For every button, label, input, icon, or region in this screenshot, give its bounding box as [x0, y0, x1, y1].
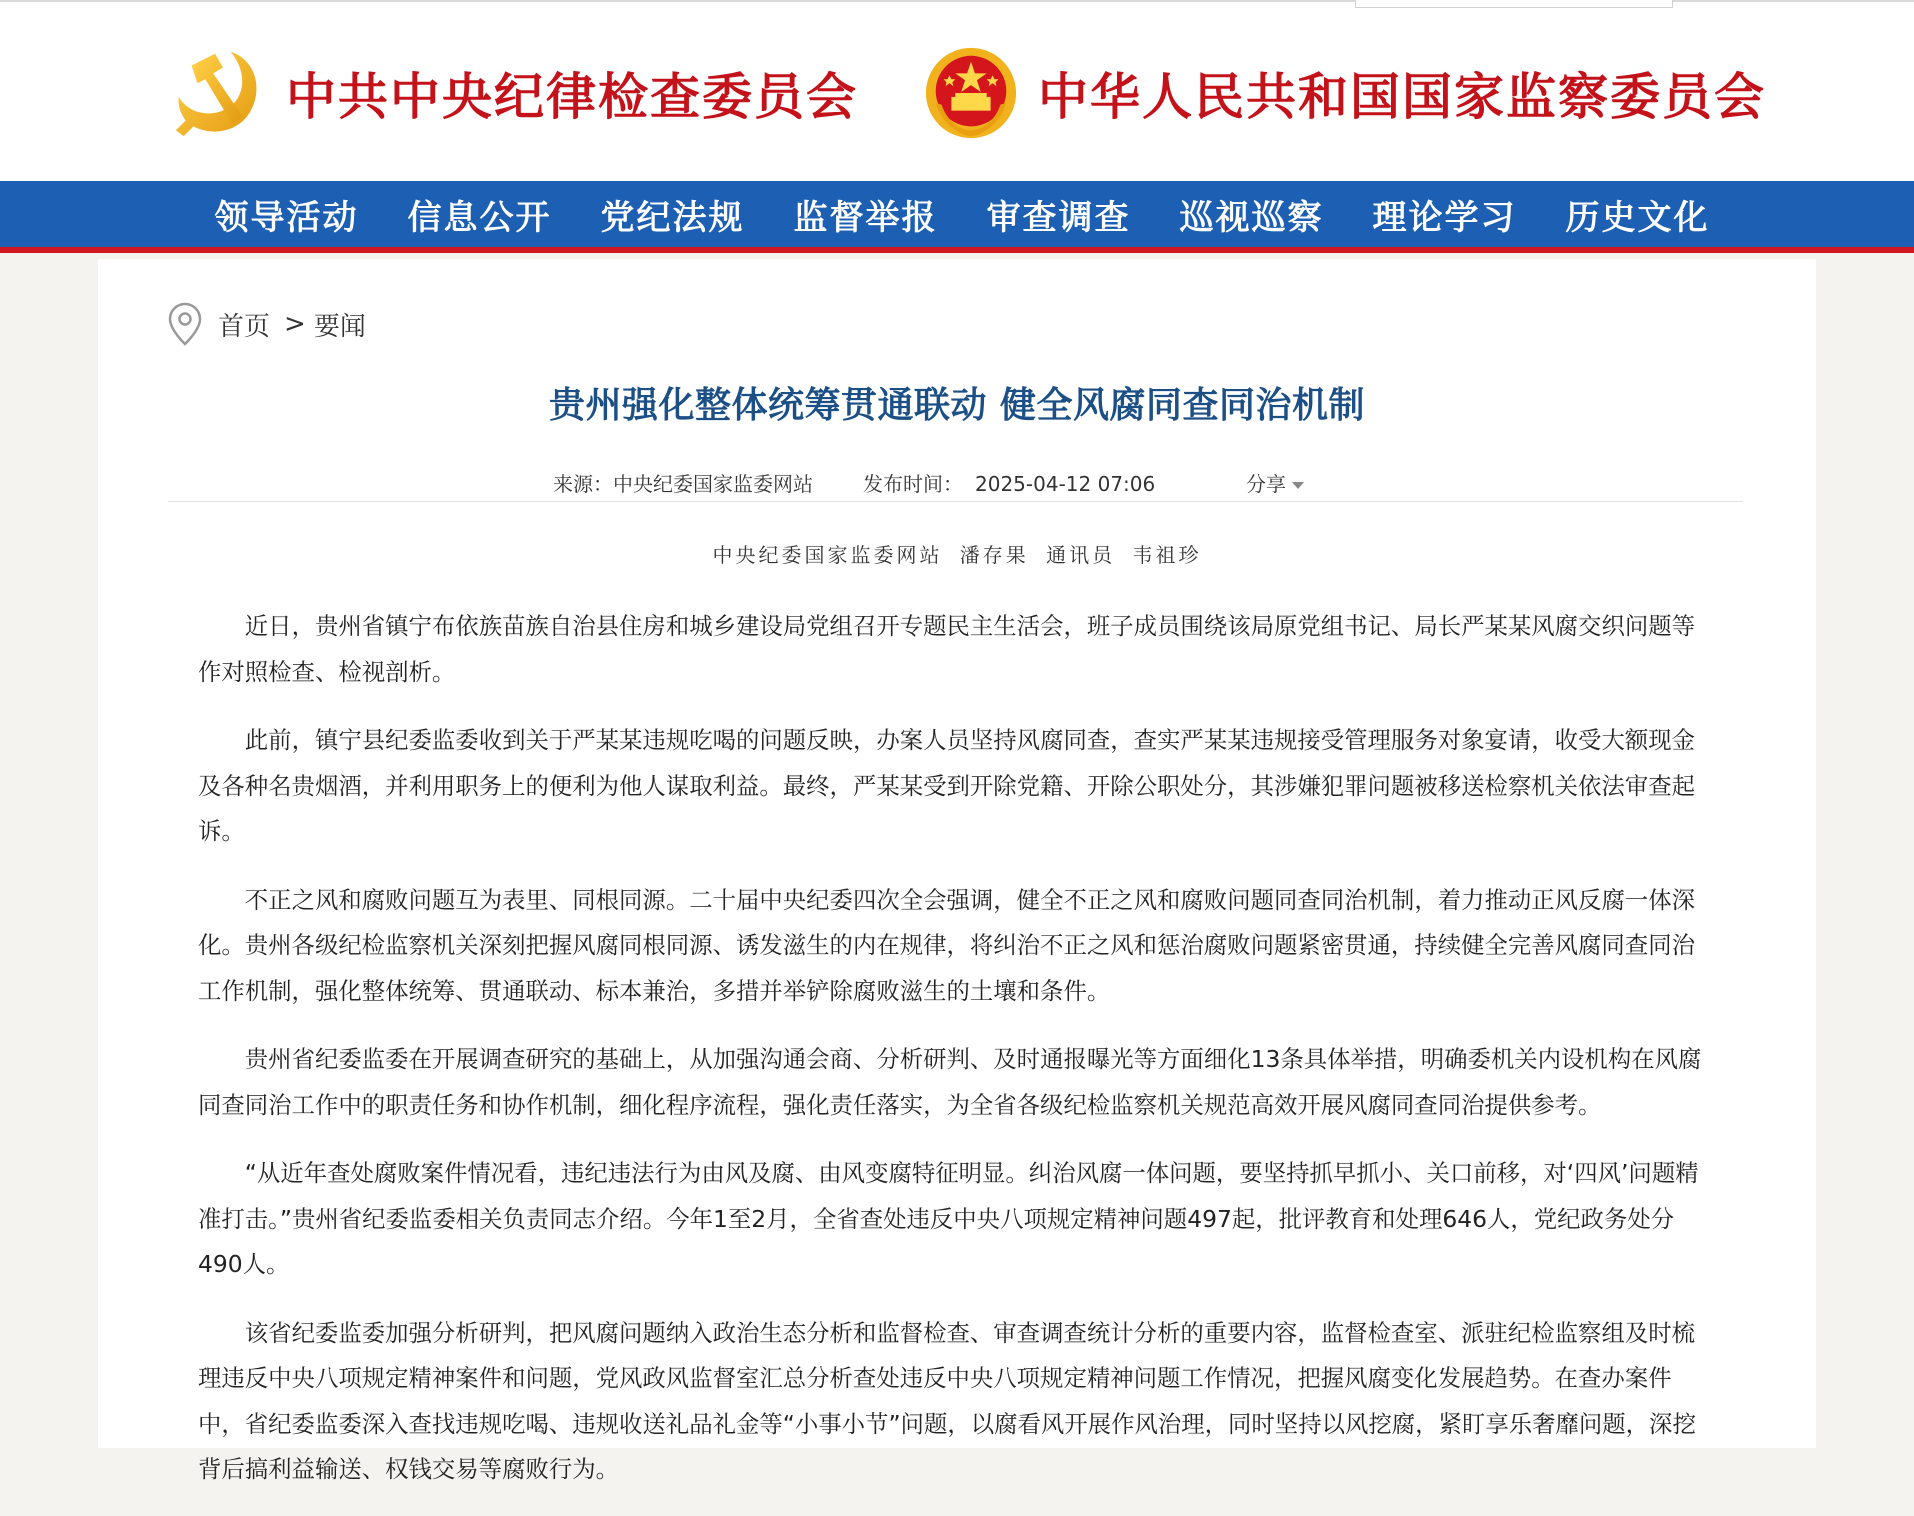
- nav-item-theory[interactable]: 理论学习: [1372, 197, 1517, 238]
- breadcrumb-current[interactable]: 要闻: [313, 311, 366, 342]
- article-paragraph: 贵州省纪委监委在开展调查研究的基础上，从加强沟通会商、分析研判、及时通报曝光等方面细化13条具体举措，明确委机关内设机构在风腐同查同治工作中的职责任务和协作机制，细化程序流程，强化责任落实，为全省各级纪检监察机关规范高效开展风腐同查同治提供参考。: [198, 1045, 1702, 1119]
- location-pin-icon: [168, 302, 202, 346]
- breadcrumb-separator: >: [284, 309, 306, 339]
- brand-ccdi[interactable]: [170, 40, 858, 145]
- article-paragraph: “从近年查处腐败案件情况看，违纪违法行为由风及腐、由风变腐特征明显。纠治风腐一体问题，要坚持抓早抓小、关口前移，对‘四风’问题精准打击。”贵州省纪委监委相关负责同志介绍。今年1至2月，全省查处违反中央八项规定精神问题497起，批评教育和处理646人，党纪政务处分490人。: [198, 1159, 1699, 1278]
- main-nav: [0, 181, 1914, 253]
- search-box-edge[interactable]: [1355, 0, 1673, 8]
- nav-list: [190, 181, 1734, 247]
- site-header: [0, 0, 1914, 181]
- nav-item-investigation[interactable]: 审查调查: [986, 197, 1131, 238]
- publish-time: 2025-04-12 07:06: [975, 472, 1156, 496]
- nav-item-regulations[interactable]: 党纪法规: [600, 197, 745, 238]
- nav-item-report[interactable]: 监督举报: [793, 197, 938, 238]
- share-dropdown[interactable]: [1246, 468, 1304, 497]
- nav-item-inspection[interactable]: 巡视巡察: [1179, 197, 1324, 238]
- nav-item-disclosure[interactable]: 信息公开: [407, 197, 552, 238]
- article-source: 来源：中央纪委国家监委网站: [553, 472, 813, 496]
- brand-nsc[interactable]: [922, 40, 1766, 145]
- nav-item-history[interactable]: 历史文化: [1565, 197, 1710, 238]
- meta-divider: [168, 501, 1743, 502]
- article-title: 贵州强化整体统筹贯通联动 健全风腐同查同治机制: [548, 385, 1366, 426]
- article-paragraph: 不正之风和腐败问题互为表里、同根同源。二十届中央纪委四次全会强调，健全不正之风和腐败问题同查同治机制，着力推动正风反腐一体深化。贵州各级纪检监察机关深刻把握风腐同根同源、诱发滋生的内在规律，将纠治不正之风和惩治腐败问题紧密贯通，持续健全完善风腐同查同治工作机制，强化整体统筹、贯通联动、标本兼治，多措并举铲除腐败滋生的土壤和条件。: [198, 885, 1696, 1005]
- ccdi-title: 中共中央纪律检查委员会: [286, 66, 858, 126]
- national-emblem-icon: [922, 44, 1020, 142]
- nsc-title: 中华人民共和国国家监察委员会: [1038, 66, 1766, 126]
- article-publish: [863, 468, 1155, 497]
- article-paragraph: 该省纪委监委加强分析研判，把风腐问题纳入政治生态分析和监督检查、审查调查统计分析的重要内容，监督检查室、派驻纪检监察组及时梳理违反中央八项规定精神案件和问题，党风政风监督室汇总分析查处违反中央八项规定精神问题工作情况，把握风腐变化发展趋势。在查办案件中，省纪委监委深入查找违规吃喝、违规收送礼品礼金等“小事小节”问题，以腐看风开展作风治理，同时坚持以风挖腐，紧盯享乐奢靡问题，深挖背后搞利益输送、权钱交易等腐败行为。: [198, 1318, 1696, 1483]
- breadcrumb-home[interactable]: 首页: [218, 311, 271, 342]
- breadcrumb: [168, 299, 366, 349]
- chevron-down-icon: [1292, 482, 1304, 489]
- article-byline: 中央纪委国家监委网站 潘存果 通讯员 韦祖珍: [712, 543, 1202, 567]
- party-emblem-icon: [170, 44, 268, 142]
- nav-item-leadership[interactable]: 领导活动: [214, 197, 359, 238]
- publish-label: 发布时间：: [863, 472, 963, 496]
- content-panel: [98, 259, 1816, 1483]
- article-paragraph: 近日，贵州省镇宁布依族苗族自治县住房和城乡建设局党组召开专题民主生活会，班子成员围绕该局原党组书记、局长严某某风腐交织问题等作对照检查、检视剖析。: [198, 612, 1696, 686]
- share-label: 分享: [1246, 472, 1286, 496]
- article-paragraph: 此前，镇宁县纪委监委收到关于严某某违规吃喝的问题反映，办案人员坚持风腐同查，查实严某某违规接受管理服务对象宴请，收受大额现金及各种名贵烟酒，并利用职务上的便利为他人谋取利益。最终，严某某受到开除党籍、开除公职处分，其涉嫌犯罪问题被移送检察机关依法审查起诉。: [198, 726, 1696, 845]
- article-body: [198, 604, 1716, 1516]
- article-meta: [98, 462, 1816, 498]
